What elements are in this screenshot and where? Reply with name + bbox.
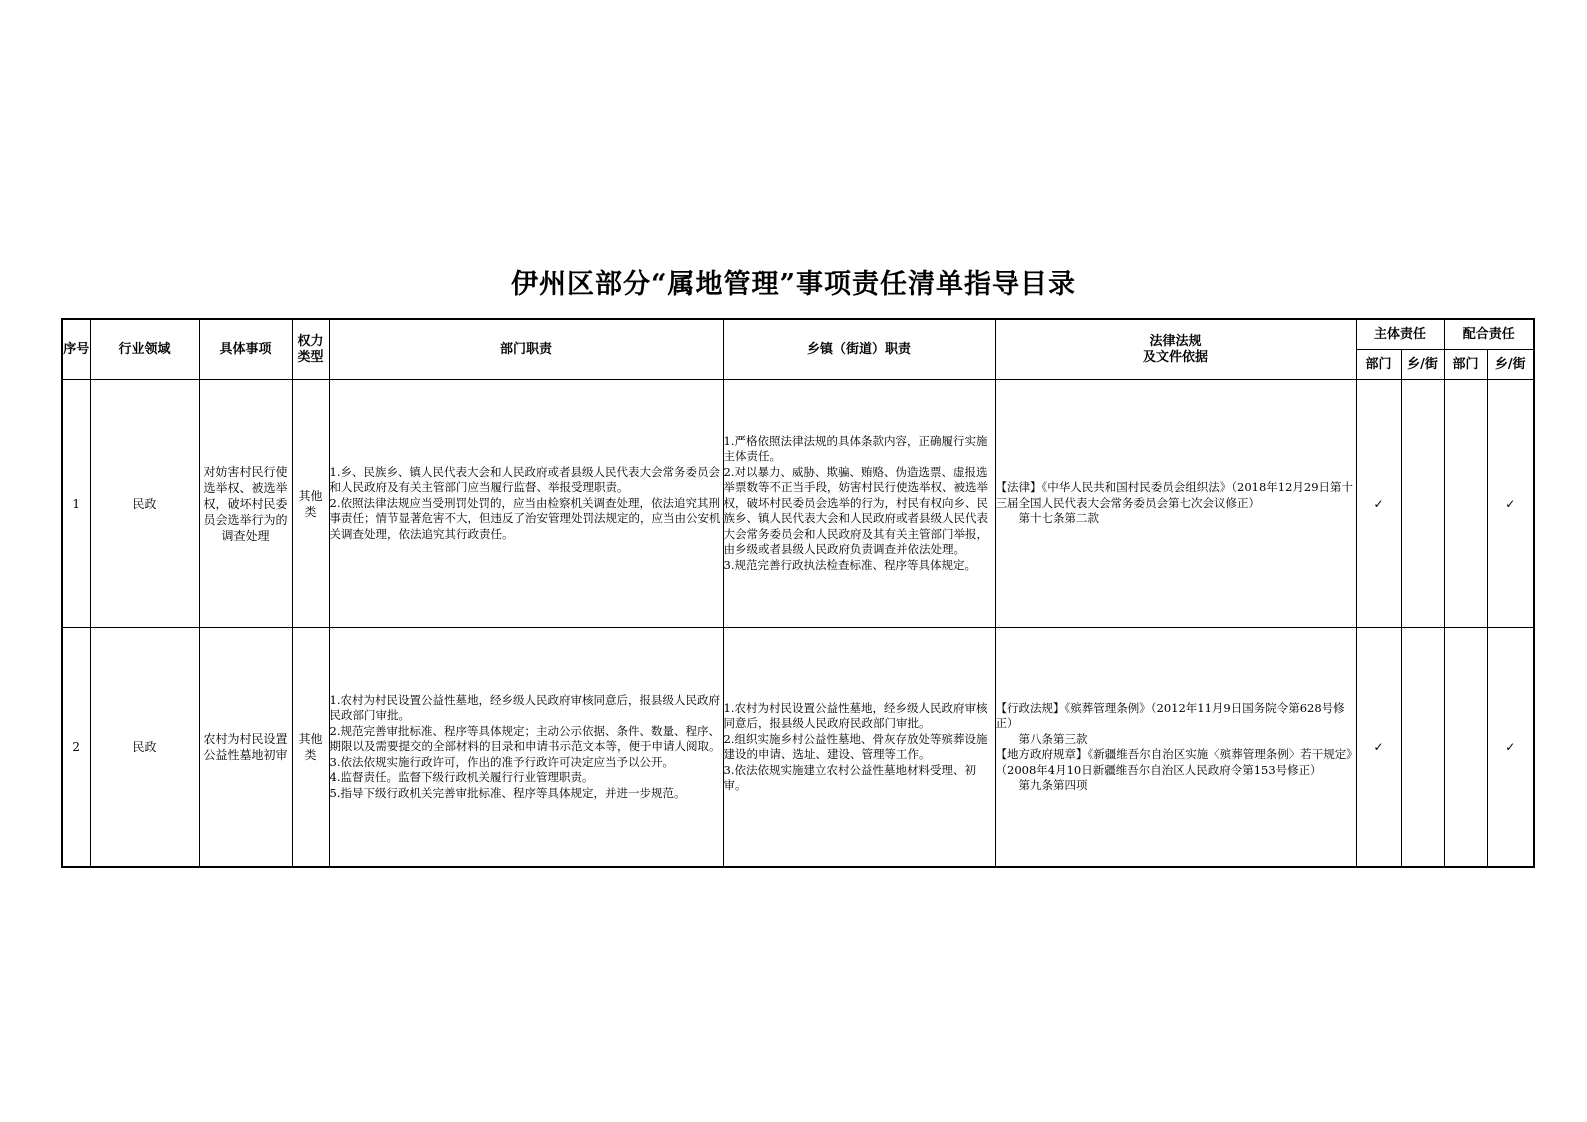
legal-basis-line: 第八条第三款 — [995, 731, 1088, 746]
dept-duty-line: 1.农村为村民设置公益性墓地，经乡级人民政府审核同意后，报县级人民政府民政部门审批。 — [329, 692, 720, 723]
dept-duty-line: 4.监督责任。监督下级行政机关履行行业管理职责。 — [329, 770, 594, 785]
cell-item: 农村为村民设置公益性墓地初审 — [199, 628, 292, 868]
dept-duty-line: 3.依法依规实施行政许可，作出的准予行政许可决定应当予以公开。 — [329, 754, 674, 769]
cell-coop-town-check: ✓ — [1487, 380, 1534, 628]
header-coop-town: 乡/街 — [1487, 350, 1534, 380]
page-title: 伊州区部分“属地管理”事项责任清单指导目录 — [510, 269, 1077, 300]
header-coop-responsibility: 配合责任 — [1444, 319, 1534, 350]
responsibility-table — [61, 318, 1535, 868]
cell-legal-basis — [995, 380, 1356, 628]
header-dept-duty: 部门职责 — [329, 319, 723, 380]
table-row — [62, 628, 1534, 868]
cell-field: 民政 — [90, 380, 199, 628]
town-duty-line: 3.规范完善行政执法检查标准、程序等具体规定。 — [723, 557, 976, 572]
header-coop-dept: 部门 — [1444, 350, 1487, 380]
cell-seq: 2 — [62, 628, 90, 868]
dept-duty-line: 1.乡、民族乡、镇人民代表大会和人民政府或者县级人民代表大会常务委员会和人民政府及有关主管部门应当履行监督、举报受理职责。 — [329, 464, 720, 495]
town-duty-line: 2.组织实施乡村公益性墓地、骨灰存放处等殡葬设施建设的申请、选址、建设、管理等工作。 — [723, 731, 988, 761]
cell-power-type: 其他类 — [292, 380, 329, 628]
header-power-type: 权力类型 — [292, 319, 329, 380]
town-duty-line: 1.农村为村民设置公益性墓地，经乡级人民政府审核同意后，报县级人民政府民政部门审批。 — [723, 700, 988, 730]
cell-field: 民政 — [90, 628, 199, 868]
cell-item: 对妨害村民行使选举权、被选举权，破坏村民委员会选举行为的调查处理 — [199, 380, 292, 628]
header-main-dept: 部门 — [1356, 350, 1401, 380]
cell-dept-duty — [329, 380, 723, 628]
legal-basis-line: 第十七条第二款 — [995, 511, 1099, 526]
header-town-duty: 乡镇（街道）职责 — [723, 319, 995, 380]
cell-main-dept-check: ✓ — [1356, 380, 1401, 628]
header-legal-basis — [995, 319, 1356, 380]
town-duty-line: 1.严格依照法律法规的具体条款内容，正确履行实施主体责任。 — [723, 433, 988, 464]
header-main-responsibility: 主体责任 — [1356, 319, 1444, 350]
header-seq: 序号 — [62, 319, 90, 380]
cell-dept-duty — [329, 628, 723, 868]
cell-town-duty — [723, 628, 995, 868]
cell-town-duty — [723, 380, 995, 628]
header-legal-basis-line-2: 及文件依据 — [1142, 349, 1208, 365]
town-duty-line: 2.对以暴力、威胁、欺骗、贿赂、伪造选票、虚报选举票数等不正当手段，妨害村民行使选举权、被选举权，破坏村民委员会选举的行为，村民有权向乡、民族乡、镇人民代表大会和人民政府或者县级人民代表大会常务委员会和人民政府及其有关主管部门举报，由乡级或者县级人民政府负责调查并依法处理。 — [723, 464, 988, 557]
header-row-1 — [62, 319, 1534, 350]
cell-coop-dept-check — [1444, 628, 1487, 868]
cell-coop-town-check: ✓ — [1487, 628, 1534, 868]
header-field: 行业领域 — [90, 319, 199, 380]
cell-seq: 1 — [62, 380, 90, 628]
dept-duty-line: 2.依照法律法规应当受刑罚处罚的，应当由检察机关调查处理，依法追究其刑事责任；情节显著危害不大，但违反了治安管理处罚法规定的，应当由公安机关调查处理，依法追究其行政责任。 — [329, 495, 721, 541]
header-main-town: 乡/街 — [1401, 350, 1444, 380]
legal-basis-line: 【法律】《中华人民共和国村民委员会组织法》（2018年12月29日第十三届全国人民代表大会常务委员会第七次会议修正） — [995, 480, 1354, 510]
cell-legal-basis — [995, 628, 1356, 868]
table-row — [62, 380, 1534, 628]
cell-main-dept-check: ✓ — [1356, 628, 1401, 868]
header-item: 具体事项 — [199, 319, 292, 380]
cell-power-type: 其他类 — [292, 628, 329, 868]
dept-duty-line: 5.指导下级行政机关完善审批标准、程序等具体规定，并进一步规范。 — [329, 785, 686, 800]
header-legal-basis-line-1: 法律法规 — [1149, 333, 1202, 349]
cell-coop-dept-check — [1444, 380, 1487, 628]
legal-basis-line: 【地方政府规章】《新疆维吾尔自治区实施〈殡葬管理条例〉若干规定》（2008年4月10日新疆维吾尔自治区人民政府令第153号修正） — [995, 747, 1352, 777]
cell-main-town-check — [1401, 380, 1444, 628]
legal-basis-line: 【行政法规】《殡葬管理条例》（2012年11月9日国务院令第628号修正） — [995, 700, 1345, 730]
town-duty-line: 3.依法依规实施建立农村公益性墓地材料受理、初审。 — [723, 762, 976, 792]
dept-duty-line: 2.规范完善审批标准、程序等具体规定；主动公示依据、条件、数量、程序、期限以及需要提交的全部材料的目录和申请书示范文本等，便于申请人阅取。 — [329, 723, 721, 754]
cell-main-town-check — [1401, 628, 1444, 868]
legal-basis-line: 第九条第四项 — [995, 778, 1088, 792]
